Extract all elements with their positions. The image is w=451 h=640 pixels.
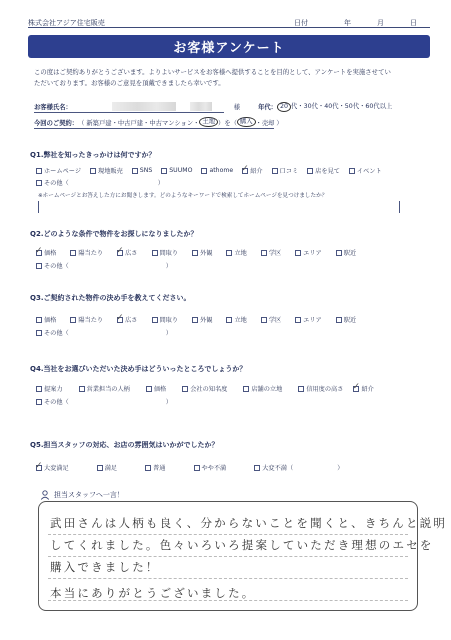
q1-option[interactable]: SNS <box>132 166 152 175</box>
q2-option[interactable]: 陽当たり <box>70 248 103 257</box>
q1-title: Q1.弊社を知ったきっかけは何ですか？ <box>30 151 156 159</box>
q5-option[interactable]: 大変不満（ <box>254 463 293 472</box>
q4-options <box>36 381 374 393</box>
redacted-name <box>112 102 176 111</box>
header-divider <box>28 27 430 28</box>
check-mark-icon: ✓ <box>35 460 43 471</box>
q2-option[interactable]: 間取り <box>152 248 179 257</box>
contract-underline <box>34 128 274 129</box>
q1-options <box>36 163 382 175</box>
q4-option[interactable]: 営業担当の人柄 <box>79 384 130 393</box>
checkbox[interactable] <box>36 263 42 269</box>
title-bar <box>28 35 430 58</box>
q2-option-checked[interactable]: ✓ 広さ <box>116 245 138 257</box>
q1-option[interactable]: 現地販売 <box>90 166 123 175</box>
checkbox[interactable] <box>70 250 76 256</box>
checkbox[interactable] <box>254 465 260 471</box>
q3-option[interactable]: 価格 <box>36 315 56 324</box>
q5-option[interactable]: やや不満 <box>194 463 227 472</box>
checkbox-checked[interactable] <box>116 312 124 323</box>
q1-option[interactable]: 店を見て <box>307 166 340 175</box>
q3-option[interactable]: 外観 <box>192 315 212 324</box>
q4-option[interactable]: 提案力 <box>36 384 63 393</box>
checkbox[interactable] <box>201 168 207 174</box>
guide-line <box>48 556 408 557</box>
checkbox[interactable] <box>90 168 96 174</box>
checkbox[interactable] <box>307 168 313 174</box>
q4-other-option[interactable]: その他（ <box>36 397 69 406</box>
check-mark-icon: ✓ <box>35 245 43 256</box>
q5-options: ✓ 大変満足 満足 普通 やや不満 大変不満（ ） <box>35 460 344 472</box>
checkbox[interactable] <box>261 317 267 323</box>
check-mark-icon: ✓ <box>352 381 360 392</box>
contract-land-selected: 土地 <box>199 117 218 127</box>
checkbox[interactable] <box>152 317 158 323</box>
checkbox[interactable] <box>146 386 152 392</box>
honorific: 様 <box>233 104 241 111</box>
q1-option[interactable]: athome <box>201 166 233 175</box>
q1-other-option[interactable]: その他（ <box>36 178 69 187</box>
checkbox[interactable] <box>298 386 304 392</box>
check-mark-icon: ✓ <box>241 163 249 174</box>
checkbox[interactable] <box>70 317 76 323</box>
ages: 20 代・30代・40代・50代・60代以上 <box>277 101 392 112</box>
q4-option[interactable]: 信用度の高さ <box>298 384 343 393</box>
q4-option-checked[interactable]: ✓ 紹介 <box>352 381 374 393</box>
q3-title: Q3.ご契約された物件の決め手を教えてください。 <box>30 294 191 302</box>
check-mark-icon: ✓ <box>116 312 124 323</box>
redacted-name-2 <box>190 102 212 111</box>
q3-option[interactable]: エリア <box>295 315 322 324</box>
checkbox[interactable] <box>182 386 188 392</box>
q2-option[interactable]: 駅近 <box>336 248 356 257</box>
company-name: 株式会社アジア住宅販売 <box>28 19 105 27</box>
q2-option-checked[interactable]: ✓ 価格 <box>35 245 57 257</box>
comment-line-1: 武田さんは人柄も良く、分からないことを聞くと、きちんと説明 <box>50 516 448 530</box>
q5-option-checked[interactable]: ✓ 大変満足 <box>35 460 69 472</box>
check-mark-icon: ✓ <box>116 245 124 256</box>
checkbox[interactable] <box>36 168 42 174</box>
checkbox[interactable] <box>261 250 267 256</box>
q3-option[interactable]: 間取り <box>152 315 179 324</box>
q3-option-checked[interactable]: ✓ 広さ <box>116 312 138 324</box>
guide-line <box>48 578 408 579</box>
q2-other-option[interactable]: その他（ <box>36 261 69 270</box>
checkbox-checked[interactable] <box>352 381 360 392</box>
q1-other-row: その他（ ） <box>36 178 164 187</box>
q4-option[interactable]: 会社の知名度 <box>182 384 227 393</box>
checkbox[interactable] <box>349 168 355 174</box>
q4-other-row: その他（ ） <box>36 397 172 406</box>
contract-label: 今回のご契約： <box>34 119 79 127</box>
q1-note: ※ホームページとお答えした方にお聞きします。どのようなキーワードで検索してホームページを見つけましたか？ <box>38 193 328 199</box>
q5-option[interactable]: 満足 <box>97 463 117 472</box>
contract-row: 今回のご契約： （ 新築戸建・中古戸建・中古マンション・ 土地 ）を（ 購入 ・売却 ） <box>34 118 283 127</box>
age-50: 50 <box>344 103 353 110</box>
survey-title: お客様アンケート <box>173 41 285 56</box>
checkbox[interactable] <box>161 168 167 174</box>
q2-option[interactable]: エリア <box>295 248 322 257</box>
comment-label: 担当スタッフへ一言！ <box>54 491 124 499</box>
checkbox[interactable] <box>152 250 158 256</box>
checkbox[interactable] <box>36 399 42 405</box>
q2-options <box>35 245 357 257</box>
q5-option[interactable]: 普通 <box>145 463 165 472</box>
q2-other-row: その他（ ） <box>36 261 172 270</box>
checkbox[interactable] <box>226 250 232 256</box>
checkbox-checked[interactable] <box>35 245 43 256</box>
checkbox[interactable] <box>36 386 42 392</box>
q1-option[interactable]: ホームページ <box>36 166 81 175</box>
checkbox[interactable] <box>295 250 301 256</box>
q4-option[interactable]: 価格 <box>146 384 166 393</box>
keyword-input-box[interactable] <box>38 201 400 213</box>
q3-option[interactable]: 駅近 <box>336 315 356 324</box>
q3-other-option[interactable]: その他（ <box>36 328 69 337</box>
checkbox[interactable] <box>132 168 138 174</box>
comment-heading <box>40 490 124 500</box>
checkbox[interactable] <box>36 330 42 336</box>
checkbox[interactable] <box>226 317 232 323</box>
guide-line <box>48 534 408 535</box>
checkbox[interactable] <box>145 465 151 471</box>
q1-option[interactable]: SUUMO <box>161 166 192 175</box>
comment-line-4: 本当にありがとうございました。 <box>50 586 256 600</box>
q3-option[interactable]: 立地 <box>226 315 246 324</box>
age-40: 40 <box>324 103 333 110</box>
intro-line-1: この度はご契約ありがとうございます。よりよいサービスをお客様へ提供することを目的として、アンケートを実施させてい <box>34 68 391 76</box>
q2-option[interactable]: 立地 <box>226 248 246 257</box>
date-label: 日付 <box>294 19 308 27</box>
q2-option[interactable]: 学区 <box>261 248 281 257</box>
checkbox[interactable] <box>79 386 85 392</box>
q1-option[interactable]: イベント <box>349 166 382 175</box>
checkbox[interactable] <box>243 386 249 392</box>
date-month: 月 <box>377 19 384 27</box>
checkbox-checked[interactable] <box>116 245 124 256</box>
checkbox[interactable] <box>295 317 301 323</box>
q3-option[interactable]: 陽当たり <box>70 315 103 324</box>
checkbox-checked[interactable] <box>241 163 249 174</box>
checkbox[interactable] <box>192 317 198 323</box>
checkbox[interactable] <box>194 465 200 471</box>
checkbox[interactable] <box>36 317 42 323</box>
checkbox[interactable] <box>272 168 278 174</box>
checkbox[interactable] <box>36 180 42 186</box>
comment-line-3: 購入できました！ <box>50 560 160 574</box>
date-year: 年 <box>344 19 351 27</box>
intro-line-2: ただいております。お客様のご意見を頂戴できましたら幸いです。 <box>34 79 225 87</box>
contract-buy-selected: 購入 <box>237 117 256 127</box>
name-underline <box>34 112 224 113</box>
checkbox-checked[interactable] <box>35 460 43 471</box>
age-30: 30 <box>303 103 312 110</box>
checkbox[interactable] <box>192 250 198 256</box>
intro-text <box>34 67 426 89</box>
q1-option-checked[interactable]: ✓ 紹介 <box>241 163 263 175</box>
staff-icon <box>40 490 50 500</box>
checkbox[interactable] <box>336 317 342 323</box>
q4-title: Q4.当社をお選びいただいた決め手はどういったところでしょうか？ <box>30 365 247 373</box>
q2-option[interactable]: 外観 <box>192 248 212 257</box>
q3-other-row: その他（ ） <box>36 328 172 337</box>
age-20-selected: 20 <box>277 102 291 112</box>
age-60: 60 <box>365 103 374 110</box>
q3-options <box>36 312 357 324</box>
checkbox[interactable] <box>336 250 342 256</box>
q5-title: Q5.担当スタッフの対応、お店の雰囲気はいかがでしたか？ <box>30 441 219 449</box>
q4-option[interactable]: 店舗の立地 <box>243 384 282 393</box>
age-label: 年代： <box>258 104 277 111</box>
comment-line-2: してくれました。色々いろいろ提案していただき理想のエセを <box>50 538 434 552</box>
checkbox[interactable] <box>97 465 103 471</box>
q1-option[interactable]: 口コミ <box>272 166 299 175</box>
q2-title: Q2.どのような条件で物件をお探しになりましたか？ <box>30 230 198 238</box>
q3-option[interactable]: 学区 <box>261 315 281 324</box>
customer-row <box>34 101 392 112</box>
date-day: 日 <box>410 19 417 27</box>
customer-name-label: お客様氏名： <box>34 104 72 111</box>
